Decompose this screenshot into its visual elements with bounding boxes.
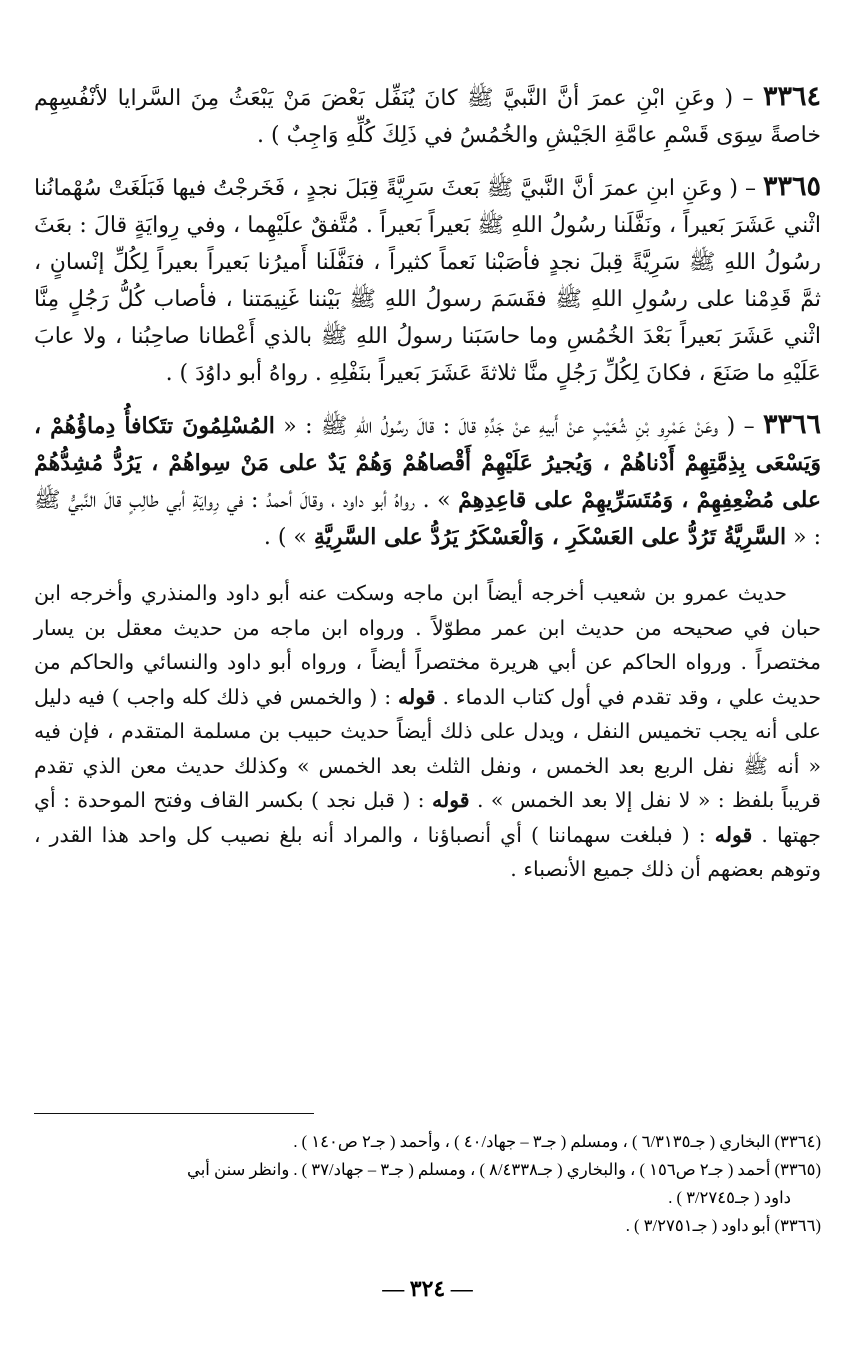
commentary-text: : ( والخمس في ذلك كله واجب ) فيه دليل على أنه يجب تخميس النفل ، ويدل على ذلك أيضاً حديث حبيب بن مسلمة المتقدم ، فإن فيه « أنه ﷺ نفل الربع بعد الخمس ، ونفل الثلث بعد الخمس » وكذلك حديث معن الذي تقدم قريباً بلفظ : « لا نفل إلا بعد الخمس » .: [34, 684, 821, 812]
commentary-keyword: قوله: [397, 684, 436, 709]
hadith-intro: – ( وعَنْ عَمْرِو بْنِ شُعَيْبٍ عنْ أَبيهِ عنْ جَدِّهِ قالَ : قالَ رسُولُ اللهِ ﷺ : «: [274, 414, 763, 439]
commentary-keyword: قوله: [431, 788, 470, 812]
hadith-3366: [34, 406, 821, 556]
footnotes: [40, 1128, 821, 1240]
hadith-number: ٣٣٦٥: [762, 171, 821, 202]
footnote-continuation: داود ( جـ٣/٢٧٤٥ ) .: [668, 1188, 791, 1207]
footnote: (٣٣٦٤) البخاري ( جـ٦/٣١٣٥ ) ، ومسلم ( جـ٣ – جهاد/٤٠ ) ، وأحمد ( جـ٢ ص١٤٠ ) .: [293, 1132, 821, 1151]
footnote-divider: [34, 1113, 314, 1114]
hadith-text: – ( وعَنِ ابْنِ عمرَ أنَّ النَّبيَّ ﷺ كانَ يُنَفِّل بَعْضَ مَنْ يَبْعَثُ مِنَ السَّرايا لأنْفُسِهِم خاصةً سِوَى قَسْمِ عامَّةِ الجَيْشِ والخُمُسُ في ذَلِكَ كُلِّهِ وَاجِبٌ ) .: [34, 86, 821, 148]
hadith-number: ٣٣٦٤: [762, 81, 821, 112]
commentary-text: : ( قبل نجد ) بكسر القاف وفتح الموحدة : أي جهتها .: [34, 788, 821, 847]
commentary: [34, 576, 821, 887]
page-number: — ٣٢٤ —: [382, 1276, 473, 1301]
hadith-3364: [34, 78, 821, 154]
hadith-number: ٣٣٦٦: [762, 409, 821, 440]
hadith-3365: [34, 168, 821, 392]
hadith-end: » ) .: [263, 525, 314, 550]
commentary-keyword: قوله: [714, 822, 753, 847]
footnote: (٣٣٦٦) أبو داود ( جـ٣/٢٧٥١ ) .: [625, 1216, 821, 1235]
hadith-middle: » . رواهُ أبو داود ، وقالَ أحمدُ : في رِوايَةِ أبي طالِبٍ قالَ النَّبيُّ ﷺ : «: [34, 488, 821, 550]
hadith-quote-bold: السَّرِيَّةُ تَرُدُّ على العَسْكَرِ ، وَالْعَسْكَرُ يَرُدُّ على السَّرِيَّةِ: [313, 524, 787, 550]
hadith-text: – ( وعَنِ ابنِ عمرَ أنَّ النَّبيَّ ﷺ بَعثَ سَرِيَّةً قِبَلَ نجدٍ ، فَخَرجْتُ فيها فَبَلَغَتْ سُهْمانُنا اثْني عَشَرَ بَعيراً ، ونَفَّلَنا رسُولُ اللهِ ﷺ بَعيراً بَعيراً . مُتَّفقٌ علَيْهِما ، وفي رِوايَةٍ قالَ : بعَثَ رسُولُ اللهِ ﷺ سَرِيَّةً قِبلَ نجدٍ فأصَبْنا نَعماً كثيراً ، فنَفَّلَنا أَميرُنا بَعيراً بعيراً لِكُلِّ إنْسانٍ ، ثمَّ قَدِمْنا على رسُولِ اللهِ ﷺ فقَسَمَ رسولُ اللهِ ﷺ بَيْننا غَنِيمَتنا ، فأصاب كُلُّ رَجُلٍ مِنَّا اثْني عَشَرَ بَعيراً بَعْدَ الخُمُسِ وما حاسَبَنا رسولُ اللهِ ﷺ بالذي أَعْطانا صاحِبُنا ، ولا عابَ عَلَيْهِ ما صَنَعَ ، فكانَ لِكُلِّ رَجُلٍ منَّا ثلاثةَ عَشَرَ بَعيراً بنَفْلِهِ . رواهُ أبو داوُدَ ) .: [33, 176, 821, 386]
hadith-quote-bold: المُسْلِمُونَ تتَكافأُ دِماؤُهُمْ ، وَيَسْعَى بِذِمَّتِهِمْ أَدْناهُمْ ، وَيُجيرُ عَلَيْهِمْ أَقْصاهُمْ وَهُمْ يَدٌ على مَنْ سِواهُمْ ، يَرُدُّ مُشِدُّهُمْ على مُضْعِفِهِمْ ، وَمُتَسَرِّيهِمْ على قاعِدِهِمْ: [34, 413, 821, 513]
commentary-text: حديث عمرو بن شعيب أخرجه أيضاً ابن ماجه وسكت عنه أبو داود والمنذري وأخرجه ابن حبان في صحيحه من حديث ابن عمر مطوّلاً . ورواه ابن ماجه من حديث معقل بن يسار مختصراً . ورواه الحاكم عن أبي هريرة مختصراً أيضاً ، ورواه أبو داود والنسائي والحاكم من حديث علي ، وقد تقدم في أول كتاب الدماء .: [34, 581, 821, 709]
commentary-text: : ( فبلغت سهماننا ) أي أنصباؤنا ، والمراد أنه بلغ نصيب كل واحد هذا القدر ، وتوهم بعضهم أن ذلك جميع الأنصباء .: [34, 822, 821, 881]
footnote: (٣٣٦٥) أحمد ( جـ٢ ص١٥٦ ) ، والبخاري ( جـ٨/٤٣٣٨ ) ، ومسلم ( جـ٣ – جهاد/٣٧ ) . وانظر سنن أبي: [186, 1160, 821, 1179]
